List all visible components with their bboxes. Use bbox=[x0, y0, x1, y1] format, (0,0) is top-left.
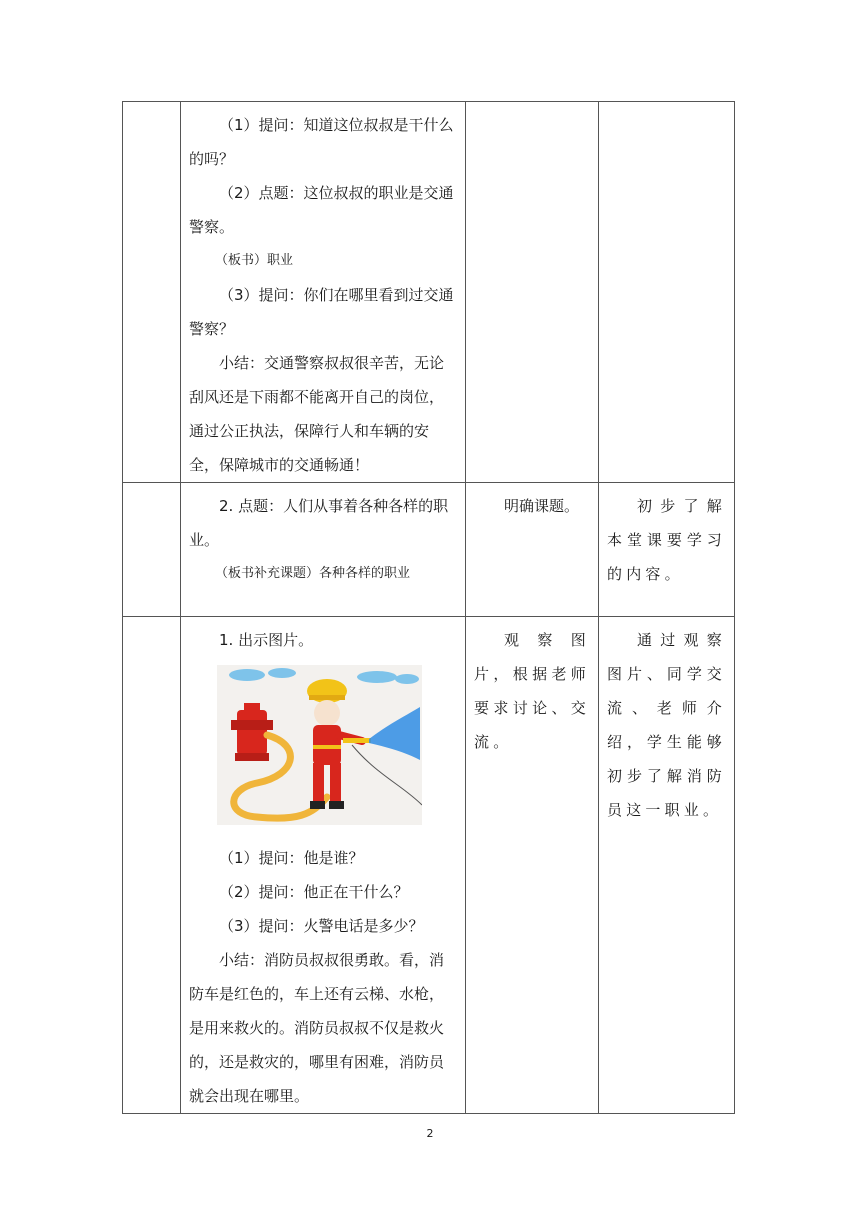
paragraph: （2）提问：他正在干什么？ bbox=[219, 883, 409, 901]
paragraph: （1）提问：知道这位叔叔是干什么的吗？ bbox=[189, 116, 454, 168]
paragraph: 初步了解本堂课要学习的内容。 bbox=[607, 497, 726, 583]
student-activity-cell bbox=[466, 483, 599, 617]
design-intent-cell bbox=[599, 102, 735, 483]
page-number: 2 bbox=[426, 1127, 434, 1140]
paragraph: 小结：消防员叔叔很勇敢。看，消防车是红色的，车上还有云梯、水枪，是用来救火的。消防员叔叔不仅是救火的，还是救灾的，哪里有困难，消防员就会出现在哪里。 bbox=[189, 951, 445, 1105]
paragraph: （2）点题：这位叔叔的职业是交通警察。 bbox=[189, 184, 454, 236]
design-intent-cell bbox=[599, 483, 735, 617]
paragraph: 明确课题。 bbox=[504, 497, 580, 515]
paragraph: （3）提问：火警电话是多少？ bbox=[219, 917, 424, 935]
design-intent-cell bbox=[599, 617, 735, 1114]
paragraph: 2. 点题：人们从事着各种各样的职业。 bbox=[189, 497, 449, 549]
paragraph: （板书）职业 bbox=[215, 253, 294, 268]
paragraph: （1）提问：他是谁？ bbox=[219, 849, 364, 867]
table-row bbox=[123, 483, 735, 617]
teacher-activity-cell bbox=[181, 102, 466, 483]
stage-cell bbox=[123, 617, 181, 1114]
teacher-activity-cell bbox=[181, 617, 466, 1114]
paragraph: 1. 出示图片。 bbox=[219, 631, 314, 649]
student-activity-cell bbox=[466, 102, 599, 483]
stage-cell bbox=[123, 102, 181, 483]
student-activity-cell bbox=[466, 617, 599, 1114]
firefighter-illustration bbox=[217, 665, 422, 825]
paragraph: （板书补充课题）各种各样的职业 bbox=[215, 566, 411, 581]
lesson-plan-table bbox=[122, 101, 735, 1114]
table-row bbox=[123, 102, 735, 483]
table-row bbox=[123, 617, 735, 1114]
paragraph: （3）提问：你们在哪里看到过交通警察？ bbox=[189, 286, 454, 338]
stage-cell bbox=[123, 483, 181, 617]
paragraph: 观察图片，根据老师要求讨论、交流。 bbox=[474, 631, 590, 751]
paragraph: 小结：交通警察叔叔很辛苦，无论刮风还是下雨都不能离开自己的岗位，通过公正执法，保障行人和车辆的安全，保障城市的交通畅通！ bbox=[189, 354, 445, 474]
teacher-activity-cell bbox=[181, 483, 466, 617]
paragraph: 通过观察图片、同学交流、老师介绍，学生能够初步了解消防员这一职业。 bbox=[607, 631, 726, 819]
